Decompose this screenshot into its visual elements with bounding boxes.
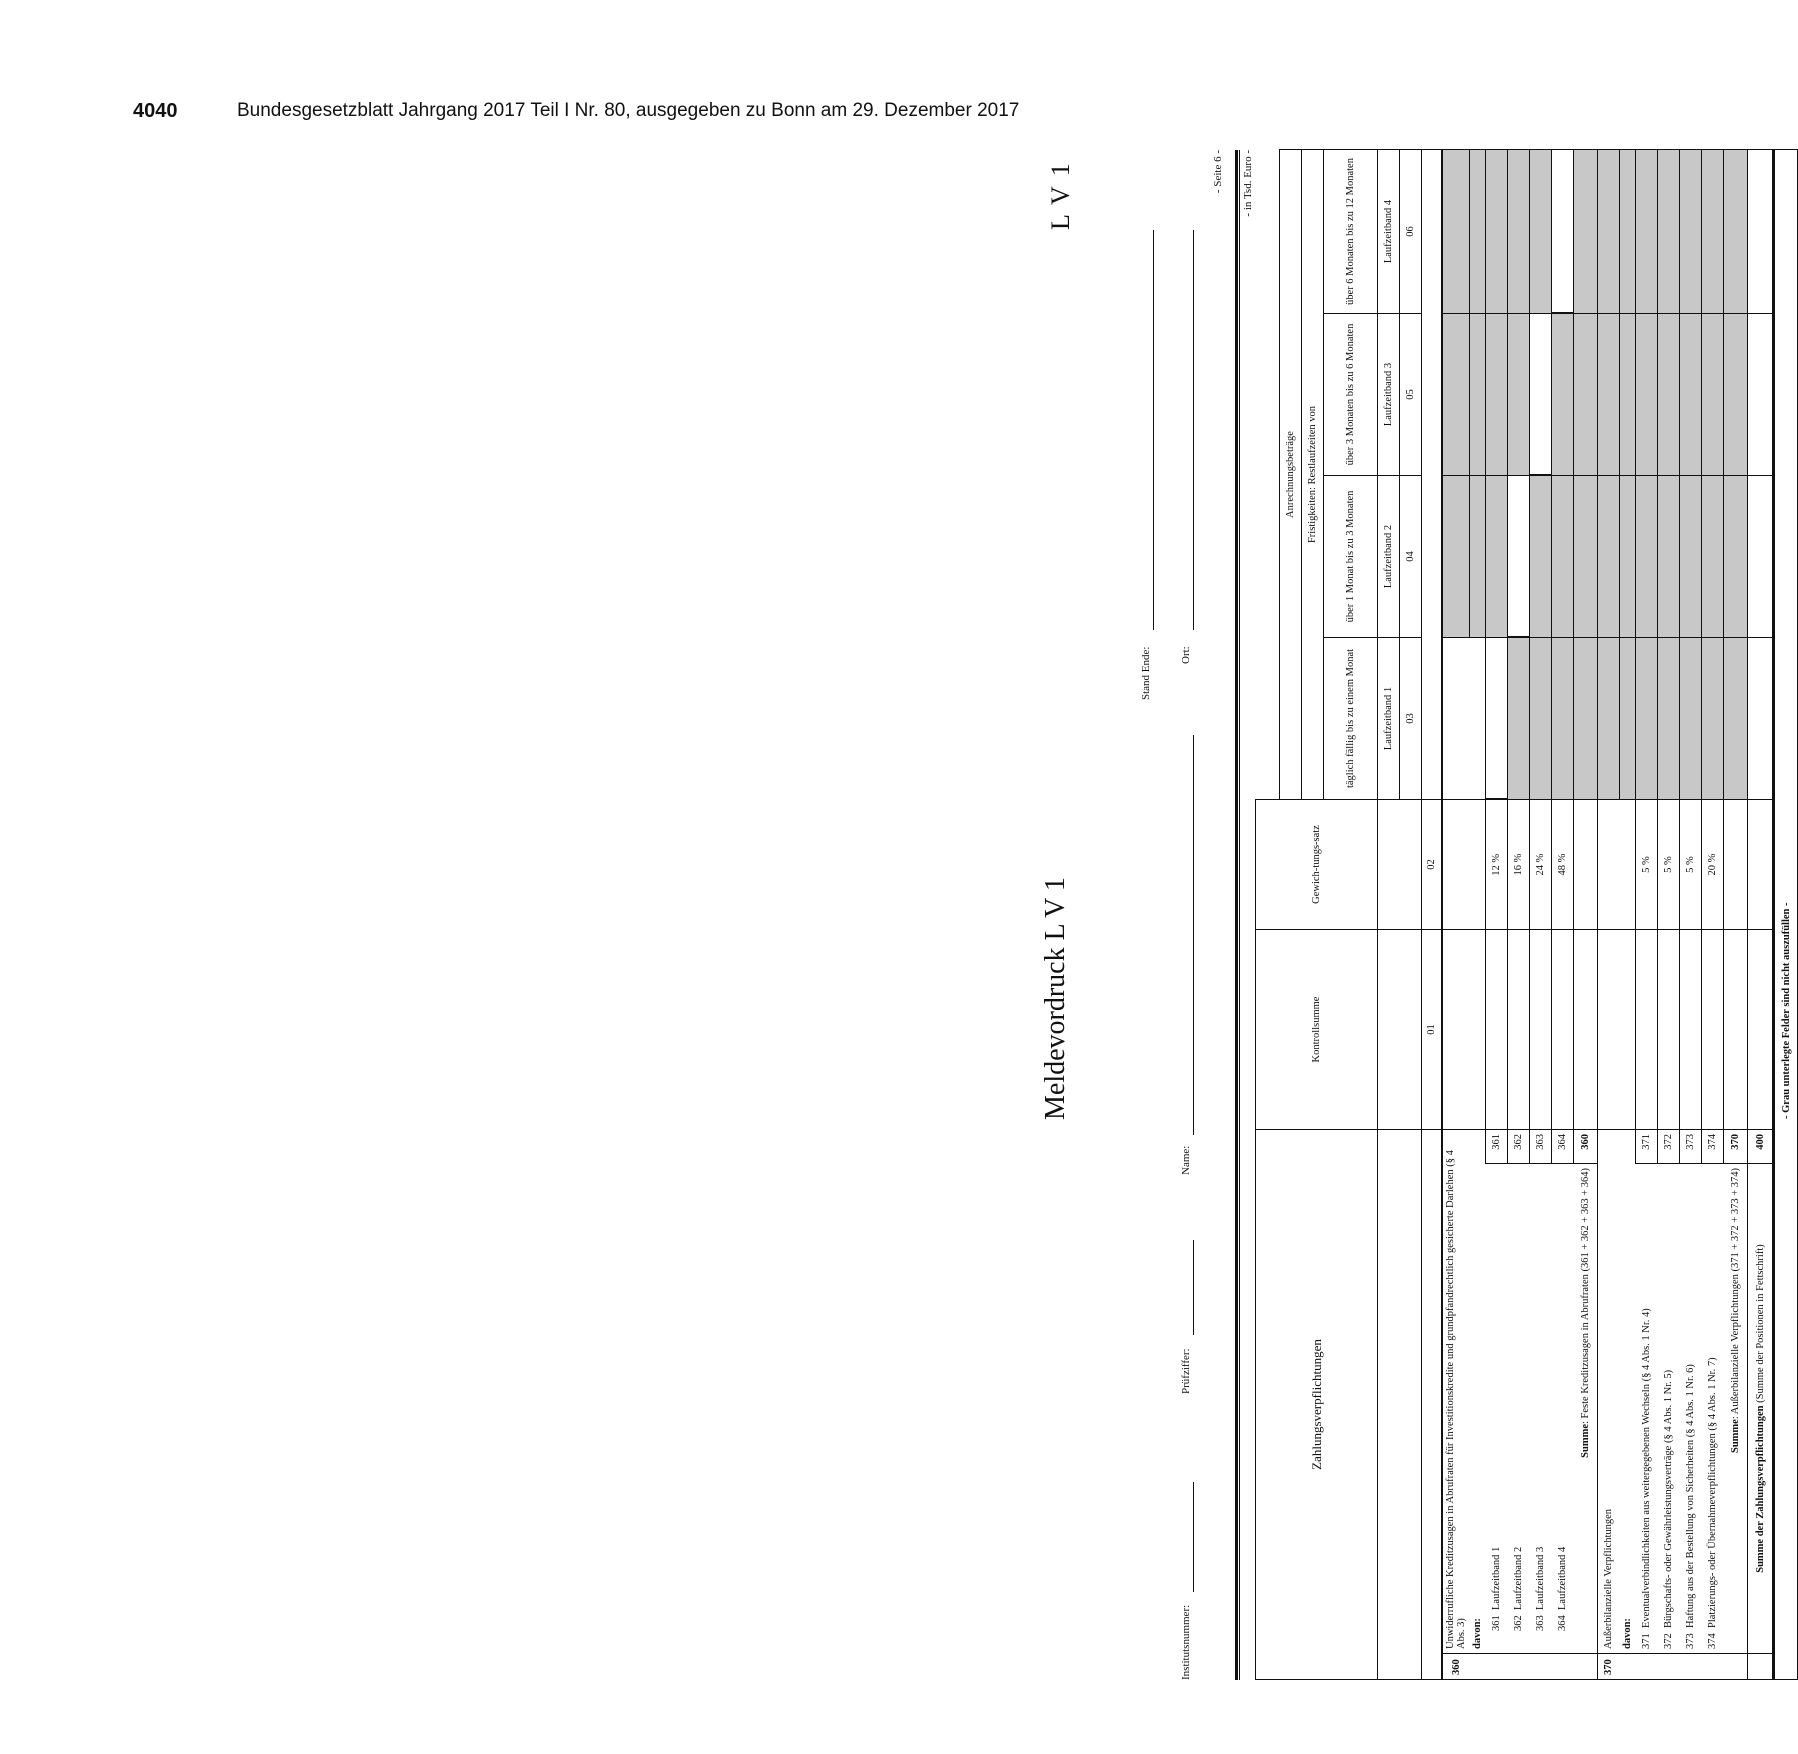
- sum-360-text: : Feste Kreditzusagen in Abrufraten (361 + 362 + 363 + 364): [1579, 1168, 1591, 1425]
- table-row: [1486, 150, 1508, 1680]
- sum-360-kontrollsumme[interactable]: [1574, 930, 1598, 1130]
- row-373-label: Haftung aus der Bestellung von Sicherheiten (§ 4 Abs. 1 Nr. 6): [1685, 1364, 1696, 1628]
- sum-360-code: 360: [1574, 1130, 1598, 1164]
- header-anrechnungsbetraege: Anrechnungsbeträge: [1280, 150, 1302, 800]
- table-row: [1508, 150, 1530, 1680]
- table-row: [1658, 150, 1680, 1680]
- row-363-band-3[interactable]: [1530, 314, 1552, 476]
- reporting-form: [1040, 150, 1792, 1680]
- header-num-03: 03: [1400, 638, 1422, 800]
- row-373-code: 373: [1680, 1130, 1702, 1164]
- total-code: 400: [1748, 1130, 1774, 1164]
- row-374-label: Platzierungs- oder Übernahmeverpflichtungen (§ 4 Abs. 1 Nr. 7): [1707, 1357, 1718, 1628]
- page-label: - Seite 6 -: [1212, 150, 1224, 194]
- rule-thin: [1239, 150, 1240, 1680]
- row-361-label: Laufzeitband 1: [1491, 1546, 1502, 1610]
- row-372-code: 372: [1658, 1130, 1680, 1164]
- row-372-rate: 5 %: [1658, 800, 1680, 930]
- row-361-no: 361: [1491, 1615, 1502, 1631]
- row-373-no: 373: [1685, 1633, 1696, 1649]
- row-361-band-1[interactable]: [1486, 638, 1508, 800]
- unit-label: - in Tsd. Euro -: [1242, 150, 1254, 217]
- row-362-code: 362: [1508, 1130, 1530, 1164]
- page-number: 4040: [133, 100, 178, 122]
- total-kontrollsumme[interactable]: [1748, 930, 1774, 1130]
- name-line[interactable]: [1180, 735, 1194, 1135]
- section-360-title: Unwiderrufliche Kreditzusagen in Abrufraten für Investitionskredite und grundpfandrechtlich gesicherte Darlehen (§ 4 Abs. 3): [1442, 1130, 1470, 1654]
- header-num-01: 01: [1422, 930, 1442, 1130]
- table-row: [1636, 150, 1658, 1680]
- row-371-no: 371: [1641, 1633, 1652, 1649]
- pruefziffer-line[interactable]: [1180, 1240, 1194, 1335]
- form-grid: [1240, 150, 1792, 1680]
- total-bold: Summe der Zahlungsverpflichtungen: [1754, 1405, 1766, 1573]
- row-371-code: 371: [1636, 1130, 1658, 1164]
- section-370-code: 370: [1598, 1654, 1620, 1680]
- row-362-rate: 16 %: [1508, 800, 1530, 930]
- sum-370-code: 370: [1724, 1130, 1748, 1164]
- rule-thick: [1235, 150, 1238, 1680]
- header-gewichtungssatz: Gewich-tungs-satz: [1256, 800, 1378, 930]
- sum-370-kontrollsumme[interactable]: [1724, 930, 1748, 1130]
- obligations-table: [1255, 149, 1798, 1680]
- sum-370-bold: Summe: [1729, 1419, 1741, 1453]
- header-band-4-range: über 6 Monaten bis zu 12 Monaten: [1324, 150, 1378, 314]
- row-364-kontrollsumme[interactable]: [1552, 930, 1574, 1130]
- institutsnummer-label: Institutsnummer:: [1180, 1604, 1192, 1680]
- header-kontrollsumme: Kontrollsumme: [1256, 930, 1378, 1130]
- header-num-02: 02: [1422, 800, 1442, 930]
- ort-line[interactable]: [1180, 230, 1194, 630]
- running-head: [133, 100, 1113, 130]
- row-374-code: 374: [1702, 1130, 1724, 1164]
- table-row: [1724, 150, 1748, 1680]
- row-374-kontrollsumme[interactable]: [1702, 930, 1724, 1130]
- row-371-label: Eventualverbindlichkeiten aus weitergegebenen Wechseln (§ 4 Abs. 1 Nr. 4): [1641, 1308, 1652, 1628]
- row-371-kontrollsumme[interactable]: [1636, 930, 1658, 1130]
- section-370-davon: davon:: [1620, 1130, 1636, 1654]
- section-360-code: 360: [1442, 1654, 1470, 1680]
- form-title: Meldevordruck L V 1: [1040, 877, 1071, 1120]
- header-fristigkeiten: Fristigkeiten: Restlaufzeiten von: [1302, 150, 1324, 800]
- header-band-2-label: Laufzeitband 2: [1378, 476, 1400, 638]
- section-360-davon: davon:: [1470, 1130, 1486, 1654]
- header-band-1-label: Laufzeitband 1: [1378, 638, 1400, 800]
- row-372-kontrollsumme[interactable]: [1658, 930, 1680, 1130]
- row-364-band-4[interactable]: [1552, 150, 1574, 314]
- row-362-band-2[interactable]: [1508, 476, 1530, 638]
- footnote: - Grau unterlegte Felder sind nicht auszufüllen -: [1774, 150, 1798, 1680]
- row-363-rate: 24 %: [1530, 800, 1552, 930]
- row-373-rate: 5 %: [1680, 800, 1702, 930]
- sum-360-bold: Summe: [1579, 1424, 1591, 1458]
- row-364-rate: 48 %: [1552, 800, 1574, 930]
- header-band-3-label: Laufzeitband 3: [1378, 314, 1400, 476]
- row-374-no: 374: [1707, 1633, 1718, 1649]
- row-363-kontrollsumme[interactable]: [1530, 930, 1552, 1130]
- name-label: Name:: [1180, 1145, 1192, 1175]
- header-num-04: 04: [1400, 476, 1422, 638]
- header-band-1-range: täglich fällig bis zu einem Monat: [1324, 638, 1378, 800]
- row-363-label: Laufzeitband 3: [1535, 1546, 1546, 1610]
- row-362-kontrollsumme[interactable]: [1508, 930, 1530, 1130]
- table-row: [1748, 150, 1774, 1680]
- row-363-no: 363: [1535, 1615, 1546, 1631]
- table-row: [1702, 150, 1724, 1680]
- row-373-kontrollsumme[interactable]: [1680, 930, 1702, 1130]
- stand-ende-line[interactable]: [1140, 230, 1154, 630]
- header-num-06: 06: [1400, 150, 1422, 314]
- row-363-code: 363: [1530, 1130, 1552, 1164]
- header-band-2-range: über 1 Monat bis zu 3 Monaten: [1324, 476, 1378, 638]
- form-code: L V 1: [1046, 161, 1075, 230]
- ort-label: Ort:: [1180, 646, 1192, 664]
- row-374-rate: 20 %: [1702, 800, 1724, 930]
- header-band-4-label: Laufzeitband 4: [1378, 150, 1400, 314]
- pruefziffer-label: Prüfziffer:: [1180, 1348, 1192, 1394]
- total-text: (Summe der Positionen in Fettschrift): [1754, 1244, 1766, 1406]
- row-361-kontrollsumme[interactable]: [1486, 930, 1508, 1130]
- table-row: [1574, 150, 1598, 1680]
- row-362-label: Laufzeitband 2: [1513, 1546, 1524, 1610]
- row-361-rate: 12 %: [1486, 800, 1508, 930]
- row-372-no: 372: [1663, 1633, 1674, 1649]
- table-row: [1530, 150, 1552, 1680]
- row-371-rate: 5 %: [1636, 800, 1658, 930]
- table-row: [1552, 150, 1574, 1680]
- section-370-title: Außerbilanzielle Verpflichtungen: [1598, 1130, 1620, 1654]
- row-364-no: 364: [1557, 1615, 1568, 1631]
- row-372-label: Bürgschafts- oder Gewährleistungsverträge (§ 4 Abs. 1 Nr. 5): [1663, 1369, 1674, 1628]
- table-row: [1680, 150, 1702, 1680]
- gazette-title: Bundesgesetzblatt Jahrgang 2017 Teil I Nr. 80, ausgegeben zu Bonn am 29. Dezember 2017: [237, 100, 1020, 121]
- header-num-05: 05: [1400, 314, 1422, 476]
- header-band-3-range: über 3 Monaten bis zu 6 Monaten: [1324, 314, 1378, 476]
- row-364-label: Laufzeitband 4: [1557, 1546, 1568, 1610]
- institutsnummer-line[interactable]: [1180, 1482, 1194, 1592]
- row-361-code: 361: [1486, 1130, 1508, 1164]
- row-364-code: 364: [1552, 1130, 1574, 1164]
- stand-ende-label: Stand Ende:: [1140, 646, 1152, 700]
- sum-370-text: : Außerbilanzielle Verpflichtungen (371 + 372 + 373 + 374): [1729, 1168, 1741, 1420]
- header-zahlungsverpflichtungen: Zahlungsverpflichtungen: [1256, 1130, 1378, 1680]
- row-362-no: 362: [1513, 1615, 1524, 1631]
